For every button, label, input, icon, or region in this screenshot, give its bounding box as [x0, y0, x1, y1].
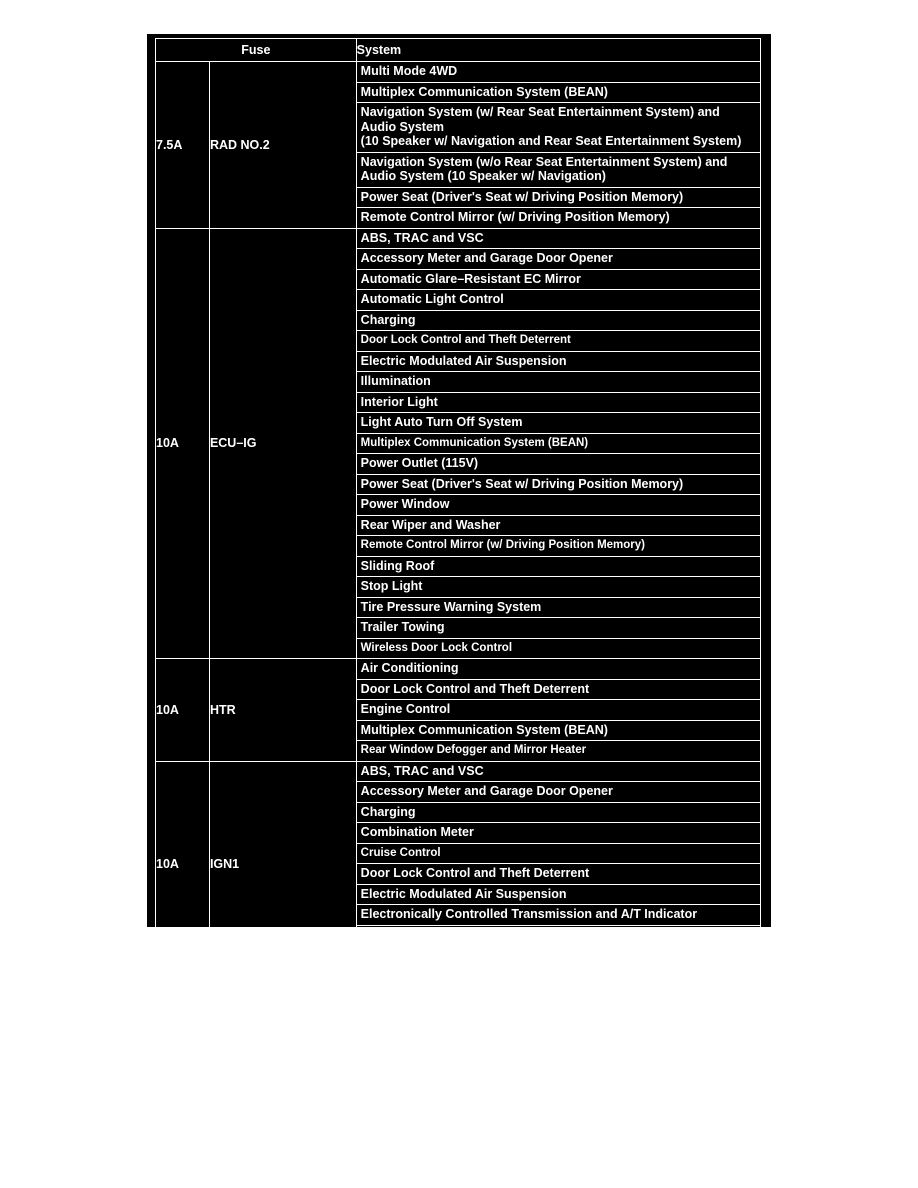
- system-list: [356, 659, 760, 762]
- system-item: Engine Control: [357, 699, 760, 720]
- fuse-name: IGN1: [209, 761, 356, 966]
- system-item: Electronically Controlled Transmission and A/T Indicator: [357, 904, 760, 925]
- system-item: Navigation System (w/o Rear Seat Entertainment System) and Audio System (10 Speaker w/ Navigation): [357, 152, 760, 187]
- system-item: Automatic Glare–Resistant EC Mirror: [357, 269, 760, 290]
- table-row: [156, 659, 761, 762]
- system-item: Accessory Meter and Garage Door Opener: [357, 781, 760, 802]
- fuse-name: HTR: [209, 659, 356, 762]
- system-item: Multiplex Communication System (BEAN): [357, 433, 760, 454]
- table-row: [156, 62, 761, 229]
- table-header-row: [156, 39, 761, 62]
- system-item: Light Auto Turn Off System: [357, 412, 760, 433]
- system-item: Trailer Towing: [357, 617, 760, 638]
- system-item: Navigation System (w/ Rear Seat Entertainment System) and Audio System (10 Speaker w/ Navigation and Rear Seat Entertainment System): [357, 102, 760, 152]
- fuse-table-panel: [147, 34, 771, 961]
- system-item: Door Lock Control and Theft Deterrent: [357, 863, 760, 884]
- fuse-amperage: 7.5A: [156, 62, 210, 229]
- system-item: Interior Light: [357, 392, 760, 413]
- system-item: Power Outlet (115V): [357, 453, 760, 474]
- system-item: Rear Window Defogger and Mirror Heater: [357, 740, 760, 761]
- system-item: Multiplex Communication System (BEAN): [357, 82, 760, 103]
- fuse-name: ECU–IG: [209, 228, 356, 659]
- system-item: Engine Control: [357, 925, 760, 946]
- system-item: Door Lock Control and Theft Deterrent: [357, 330, 760, 351]
- system-item: Multi Mode 4WD: [360, 64, 458, 78]
- system-item: Cruise Control: [357, 843, 760, 864]
- system-item: Accessory Meter and Garage Door Opener: [357, 248, 760, 269]
- system-item: ABS, TRAC and VSC: [360, 763, 484, 778]
- system-item: Remote Control Mirror (w/ Driving Position Memory): [357, 535, 760, 556]
- system-item: Electric Modulated Air Suspension: [357, 884, 760, 905]
- fuse-amperage: 10A: [156, 228, 210, 659]
- system-item: Multiplex Communication System (BEAN): [357, 720, 760, 741]
- system-item: Charging: [357, 802, 760, 823]
- table-row: [156, 761, 761, 966]
- system-item: Door Lock Control and Theft Deterrent: [357, 679, 760, 700]
- system-item: Power Seat (Driver's Seat w/ Driving Position Memory): [357, 474, 760, 495]
- system-item: Sliding Roof: [357, 556, 760, 577]
- system-item: Illumination: [357, 371, 760, 392]
- fuse-table-body: [156, 62, 761, 967]
- system-item: Engine Immobiliser System: [357, 945, 760, 966]
- system-item: Power Seat (Driver's Seat w/ Driving Position Memory): [357, 187, 760, 208]
- system-list: [356, 761, 760, 966]
- system-list: [356, 228, 760, 659]
- system-item: Stop Light: [357, 576, 760, 597]
- fuse-column-header: Fuse: [156, 39, 357, 62]
- fuse-name: RAD NO.2: [209, 62, 356, 229]
- fuse-amperage: 10A: [156, 761, 210, 966]
- system-column-header: System: [356, 39, 760, 62]
- table-row: [156, 228, 761, 659]
- system-list: [356, 62, 760, 229]
- system-item: Power Window: [357, 494, 760, 515]
- system-item: Automatic Light Control: [357, 289, 760, 310]
- system-item: Rear Wiper and Washer: [357, 515, 760, 536]
- fuse-table: [155, 38, 761, 967]
- fuse-amperage: 10A: [156, 659, 210, 762]
- system-item: Wireless Door Lock Control: [357, 638, 760, 659]
- system-item: ABS, TRAC and VSC: [360, 230, 484, 245]
- system-item: Remote Control Mirror (w/ Driving Position Memory): [357, 207, 760, 228]
- system-item: Charging: [357, 310, 760, 331]
- system-item: Combination Meter: [357, 822, 760, 843]
- system-item: Air Conditioning: [360, 661, 459, 675]
- system-item: Tire Pressure Warning System: [357, 597, 760, 618]
- system-item: Electric Modulated Air Suspension: [357, 351, 760, 372]
